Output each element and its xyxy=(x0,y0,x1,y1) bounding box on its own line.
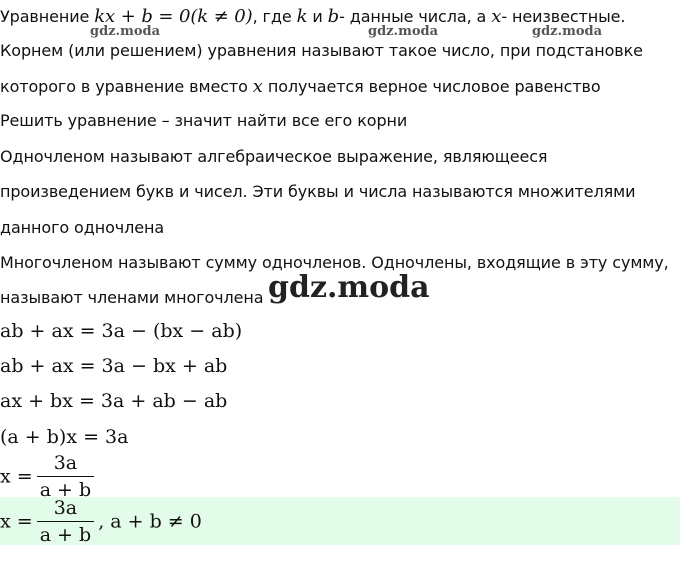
text-line-9: называют членами многочлена xyxy=(0,288,264,307)
watermark: gdz.moda xyxy=(368,24,439,39)
text-line-8: Многочленом называют сумму одночленов. Одночлены, входящие в эту сумму, xyxy=(0,253,669,272)
watermark: gdz.moda xyxy=(90,24,161,39)
fraction-numerator: 3a xyxy=(53,497,78,519)
text-line-4: Решить уравнение – значит найти все его корни xyxy=(0,111,408,130)
fraction xyxy=(37,452,95,501)
math-equation-inline: kx + b = 0(k ≠ 0) xyxy=(94,6,253,27)
text-line-5: Одночленом называют алгебраическое выражение, являющееся xyxy=(0,147,548,166)
equation-step-3: ax + bx = 3a + ab − ab xyxy=(0,390,228,412)
fraction-numerator: 3a xyxy=(53,452,78,474)
text-line-3: которого в уравнение вместо x получается верное числовое равенство xyxy=(0,76,601,97)
answer-condition: , a + b ≠ 0 xyxy=(98,510,202,533)
equation-step-4: (a + b)x = 3a xyxy=(0,426,129,448)
fraction-denominator: a + b xyxy=(39,479,92,501)
fraction-denominator: a + b xyxy=(39,524,92,546)
watermark-large: gdz.moda xyxy=(268,270,430,305)
watermark: gdz.moda xyxy=(532,24,603,39)
equation-answer: x = $\frac{3a}{a + b}$ , a + b ≠ 0 xyxy=(0,497,202,546)
text-line-1: Уравнение kx + b = 0(k ≠ 0), где k и b- данные числа, а x- неизвестные. xyxy=(0,6,626,27)
equation-step-5: x = $\frac{3a}{a + b}$ xyxy=(0,452,98,501)
text-line-6: произведением букв и чисел. Эти буквы и числа называются множителями xyxy=(0,182,636,201)
text-line-2: Корнем (или решением) уравнения называют такое число, при подстановке xyxy=(0,41,643,60)
equation-step-2: ab + ax = 3a − bx + ab xyxy=(0,355,228,377)
equation-step-1: ab + ax = 3a − (bx − ab) xyxy=(0,320,243,342)
fraction xyxy=(37,497,95,546)
text-line-7: данного одночлена xyxy=(0,218,165,237)
